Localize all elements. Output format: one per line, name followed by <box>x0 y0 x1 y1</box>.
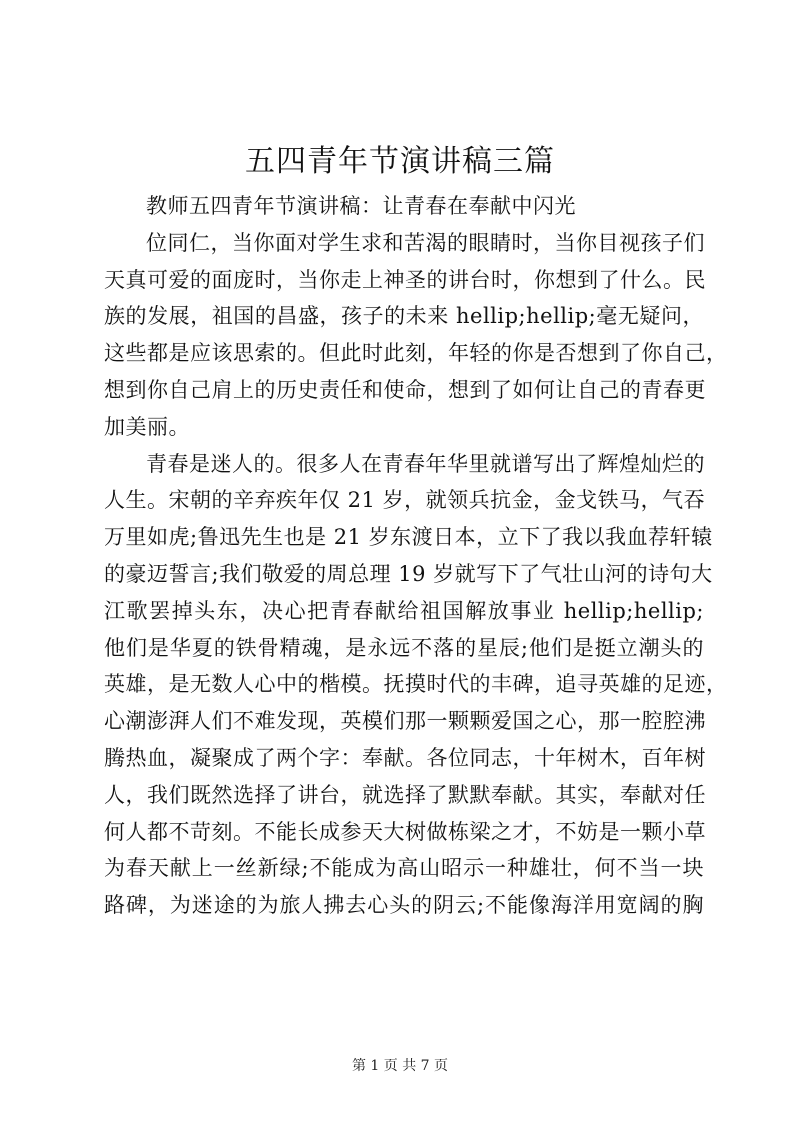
paragraph-line: 人生。宋朝的辛弃疾年仅 21 岁，就领兵抗金，金戈铁马，气吞 <box>104 488 706 513</box>
paragraph-line: 江歌罢掉头东，决心把青春献给祖国解放事业 hellip;hellip; <box>104 598 704 623</box>
paragraph-line: 位同仁，当你面对学生求和苦渴的眼睛时，当你目视孩子们 <box>146 230 705 255</box>
paragraph-line: 天真可爱的面庞时，当你走上神圣的讲台时，你想到了什么。民 <box>104 267 706 292</box>
paragraph-line: 为春天献上一丝新绿;不能成为高山昭示一种雄壮，何不当一块 <box>104 856 704 881</box>
paragraph-line: 这些都是应该思索的。但此时此刻，年轻的你是否想到了你自己， <box>104 341 728 366</box>
paragraph-line: 族的发展，祖国的昌盛，孩子的未来 hellip;hellip;毫无疑问， <box>104 304 704 329</box>
paragraph-line: 心潮澎湃人们不难发现，英模们那一颗颗爱国之心，那一腔腔沸 <box>104 709 706 734</box>
paragraph-line: 他们是华夏的铁骨精魂，是永远不落的星辰;他们是挺立潮头的 <box>104 635 704 660</box>
paragraph-line: 的豪迈誓言;我们敬爱的周总理 19 岁就写下了气壮山河的诗句大 <box>104 561 713 586</box>
document-body <box>104 188 728 924</box>
paragraph-line: 英雄，是无数人心中的楷模。抚摸时代的丰碑，追寻英雄的足迹， <box>104 672 728 697</box>
paragraph-line: 何人都不苛刻。不能长成参天大树做栋梁之才，不妨是一颗小草 <box>104 819 706 844</box>
paragraph-line: 人，我们既然选择了讲台，就选择了默默奉献。其实，奉献对任 <box>104 782 706 807</box>
paragraph-line: 加美丽。 <box>104 414 190 439</box>
page-footer: 第 1 页 共 7 页 <box>351 1058 449 1074</box>
document-title: 五四青年节演讲稿三篇 <box>245 144 555 179</box>
subtitle-line: 教师五四青年节演讲稿：让青春在奉献中闪光 <box>146 194 576 218</box>
paragraph-line: 青春是迷人的。很多人在青春年华里就谱写出了辉煌灿烂的 <box>146 451 705 476</box>
paragraph-line: 腾热血，凝聚成了两个字：奉献。各位同志，十年树木，百年树 <box>104 745 706 770</box>
paragraph-line: 想到你自己肩上的历史责任和使命，想到了如何让自己的青春更 <box>104 377 706 402</box>
paragraph-line: 路碑，为迷途的为旅人拂去心头的阴云;不能像海洋用宽阔的胸 <box>104 893 704 918</box>
paragraph-line: 万里如虎;鲁迅先生也是 21 岁东渡日本，立下了我以我血荐轩辕 <box>104 525 713 550</box>
